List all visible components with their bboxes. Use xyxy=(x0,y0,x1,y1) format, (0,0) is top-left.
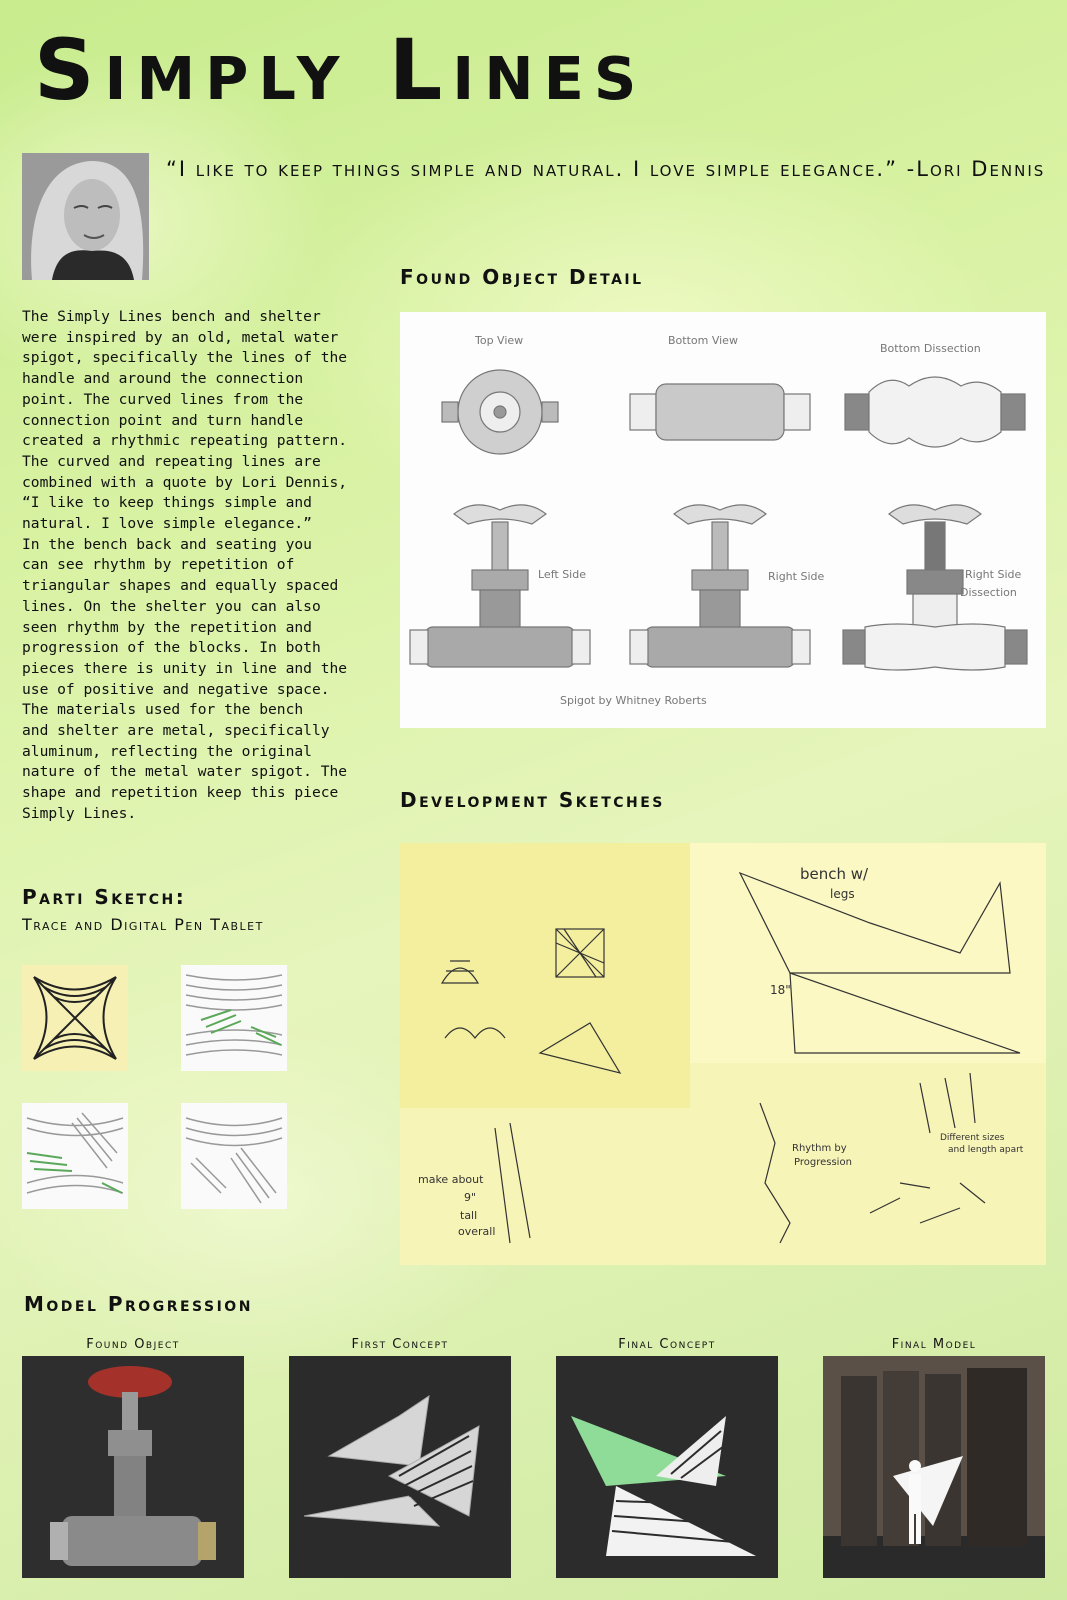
rhythm-note: Rhythm by xyxy=(792,1143,847,1154)
parti-subheading: Trace and Digital Pen Tablet xyxy=(22,915,264,934)
model-progression-heading: Model Progression xyxy=(24,1292,253,1316)
different-sizes-note: Different sizes xyxy=(940,1133,1005,1143)
left-side-label: Left Side xyxy=(538,568,586,581)
found-object-drawing xyxy=(400,312,1046,728)
bottom-dissection-label: Bottom Dissection xyxy=(880,342,981,355)
parti-sketch-digital-2 xyxy=(22,1103,128,1209)
description-text: The Simply Lines bench and shelter were inspired by an old, metal water spigot, specifically the lines of the handle and around the connection point. The curved lines from the connection point and turn handle created a rhythmic repeating pattern. The curved and repeating lines are combined with a quote by Lori Dennis, “I like to keep things simple and natural. I love simple elegance.” In the bench back and seating you can see rhythm by repetition of triangular shapes and equally spaced lines. On the shelter you can also seen rhythm by the repetition and progression of the blocks. In both pieces there is unity in line and the use of positive and negative space. The materials used for the bench and shelter are metal, specifically aluminum, reflecting the original nature of the metal water spigot. The shape and repetition keep this piece Simply Lines. xyxy=(22,308,348,822)
found-object-photo xyxy=(22,1356,244,1578)
found-object-heading: Found Object Detail xyxy=(400,265,644,289)
right-side-label: Right Side xyxy=(768,570,825,583)
first-concept-photo xyxy=(289,1356,511,1578)
top-view-label: Top View xyxy=(475,334,524,347)
make-about-note: make about xyxy=(418,1173,484,1186)
bottom-view-label: Bottom View xyxy=(668,334,738,347)
dissection-label: Dissection xyxy=(960,586,1017,599)
first-concept-caption: First Concept xyxy=(351,1337,449,1352)
final-concept-photo xyxy=(556,1356,778,1578)
lori-dennis-portrait xyxy=(22,153,149,280)
parti-sketch-digital-1 xyxy=(181,965,287,1071)
found-object-caption: Found Object xyxy=(86,1337,180,1352)
nine-inch-note: 9" xyxy=(464,1191,477,1204)
tall-note: tall xyxy=(460,1209,478,1222)
height-note: 18" xyxy=(770,983,791,997)
development-heading: Development Sketches xyxy=(400,788,665,812)
parti-sketch-trace xyxy=(22,965,128,1071)
poster-title: Simply Lines xyxy=(34,21,647,119)
overall-note: overall xyxy=(458,1225,496,1238)
development-sketches-image xyxy=(400,843,1046,1265)
final-model-caption: Final Model xyxy=(891,1337,977,1352)
length-apart-note: and length apart xyxy=(948,1145,1024,1155)
drawing-credit: Spigot by Whitney Roberts xyxy=(560,694,707,707)
progression-note: Progression xyxy=(794,1157,852,1168)
final-model-photo xyxy=(823,1356,1045,1578)
legs-note: legs xyxy=(830,887,855,901)
parti-sketch-digital-3 xyxy=(181,1103,287,1209)
parti-heading: Parti Sketch: xyxy=(22,885,187,909)
lori-dennis-quote: “I like to keep things simple and natural. I love simple elegance.” -Lori Dennis xyxy=(166,157,1046,181)
right-side-dissection-label: Right Side xyxy=(965,568,1022,581)
bench-note: bench w/ xyxy=(800,865,869,883)
final-concept-caption: Final Concept xyxy=(618,1337,716,1352)
